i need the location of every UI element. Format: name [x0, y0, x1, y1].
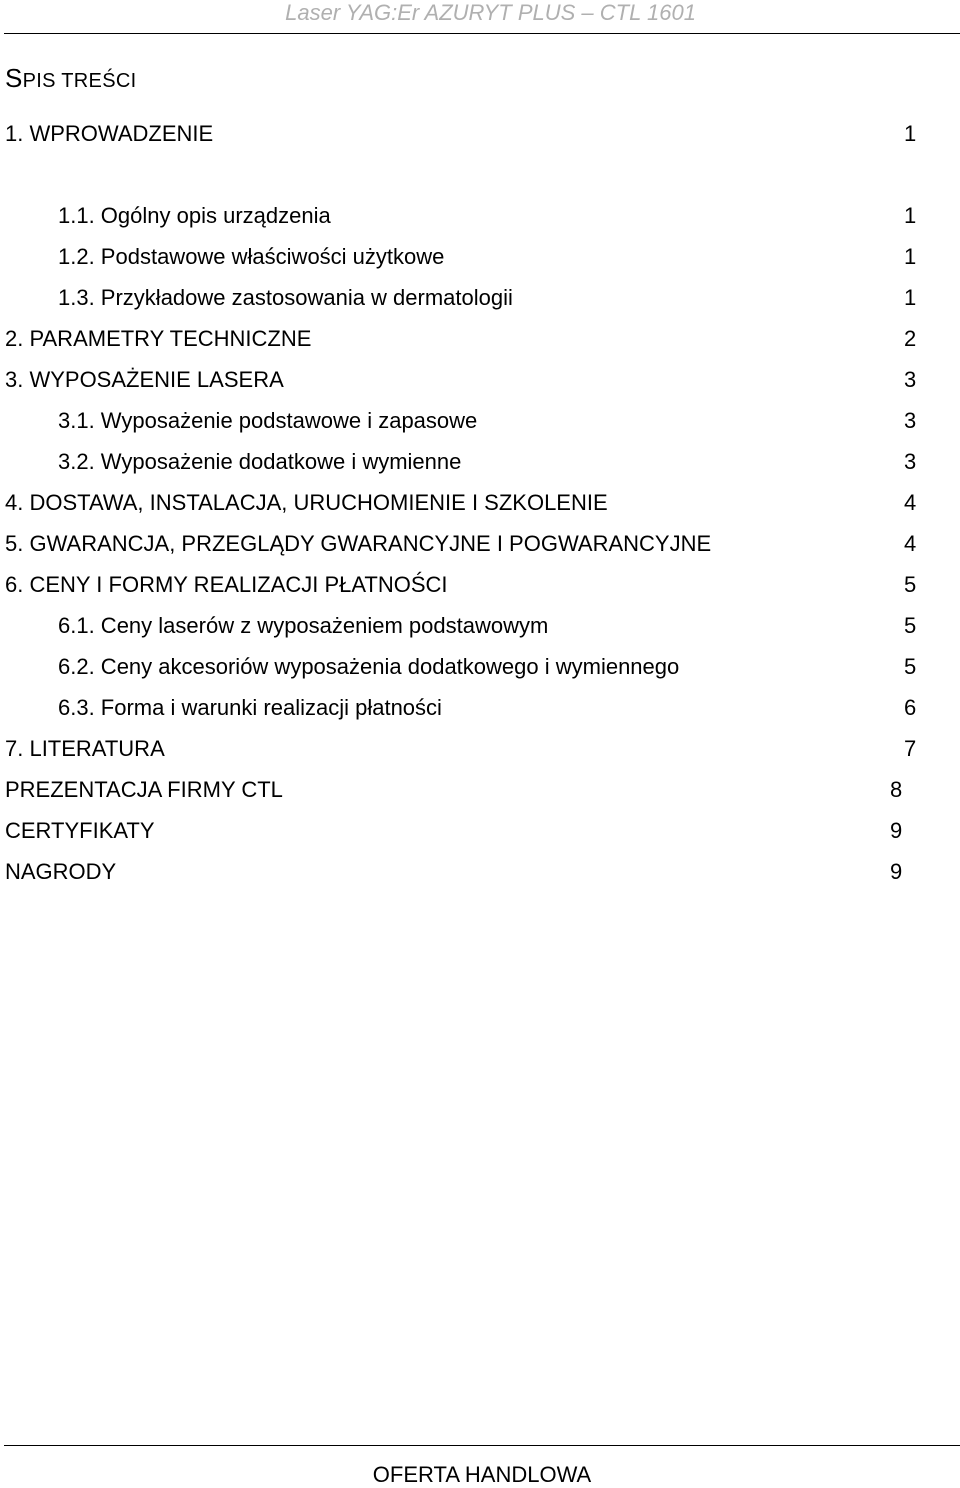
toc-entry[interactable] — [5, 121, 917, 147]
toc-entry-page: 1 — [904, 203, 917, 228]
toc-entry-page: 9 — [890, 818, 903, 843]
toc-entry[interactable] — [5, 777, 903, 803]
toc-entry-label: 1. WPROWADZENIE — [5, 121, 214, 146]
toc-entry-page: 5 — [904, 613, 917, 638]
page-footer: OFERTA HANDLOWA — [372, 1462, 592, 1487]
toc-entry[interactable] — [58, 449, 917, 475]
footer-divider — [4, 1445, 960, 1446]
toc-entry-label: 1.1. Ogólny opis urządzenia — [58, 203, 331, 228]
toc-entry[interactable] — [5, 367, 917, 393]
toc-entry-label: 3. WYPOSAŻENIE LASERA — [5, 367, 284, 392]
toc-title — [5, 63, 136, 94]
toc-entry-label: 6.3. Forma i warunki realizacji płatności — [58, 695, 442, 720]
toc-entry-label: 6.2. Ceny akcesoriów wyposażenia dodatkowego i wymiennego — [58, 654, 680, 679]
toc-entry-page: 1 — [904, 244, 917, 269]
toc-title-initial: S — [5, 63, 23, 93]
toc-entry[interactable] — [5, 326, 917, 352]
toc-entry-label: 5. GWARANCJA, PRZEGLĄDY GWARANCYJNE I POGWARANCYJNE — [5, 531, 712, 556]
toc-entry-page: 3 — [904, 408, 917, 433]
toc-entry-page: 5 — [904, 572, 917, 597]
toc-entry-label: 1.2. Podstawowe właściwości użytkowe — [58, 244, 445, 269]
toc-entry[interactable] — [58, 613, 917, 639]
toc-entry[interactable] — [5, 818, 903, 844]
toc-entry-label: 2. PARAMETRY TECHNICZNE — [5, 326, 312, 351]
toc-entry-label: 4. DOSTAWA, INSTALACJA, URUCHOMIENIE I SZKOLENIE — [5, 490, 608, 515]
header-divider — [4, 33, 960, 34]
toc-entry[interactable] — [58, 244, 917, 270]
toc-entry-page: 2 — [904, 326, 917, 351]
toc-entry[interactable] — [5, 736, 917, 762]
toc-entry-page: 3 — [904, 449, 917, 474]
toc-title-rest: PIS TREŚCI — [22, 70, 137, 92]
toc-entry[interactable] — [5, 572, 917, 598]
toc-entry-page: 1 — [904, 285, 917, 310]
toc-entry-page: 4 — [904, 490, 917, 515]
toc-entry-page: 6 — [904, 695, 917, 720]
toc-entry[interactable] — [5, 490, 917, 516]
toc-entry[interactable] — [58, 695, 917, 721]
toc-entry[interactable] — [58, 654, 917, 680]
toc-entry[interactable] — [58, 408, 917, 434]
toc-entry-label: 1.3. Przykładowe zastosowania w dermatologii — [58, 285, 513, 310]
toc-entry-label: 3.2. Wyposażenie dodatkowe i wymienne — [58, 449, 462, 474]
toc-entry-label: 3.1. Wyposażenie podstawowe i zapasowe — [58, 408, 478, 433]
toc-entry[interactable] — [58, 203, 917, 229]
toc-entry-page: 1 — [904, 121, 917, 146]
toc-entry-page: 4 — [904, 531, 917, 556]
toc-entry-label: 6. CENY I FORMY REALIZACJI PŁATNOŚCI — [5, 572, 448, 597]
toc-entry-page: 3 — [904, 367, 917, 392]
toc-entry-label: 7. LITERATURA — [5, 736, 165, 761]
header-title: Laser YAG:Er AZURYT PLUS – CTL 1601 — [285, 0, 696, 25]
toc-entry-label: CERTYFIKATY — [5, 818, 155, 843]
toc-entry-page: 9 — [890, 859, 903, 884]
page-header — [0, 0, 960, 30]
toc-entry-page: 7 — [904, 736, 917, 761]
toc-entry[interactable] — [5, 859, 903, 885]
toc-entry[interactable] — [5, 531, 917, 557]
toc-entry-label: 6.1. Ceny laserów z wyposażeniem podstawowym — [58, 613, 549, 638]
toc-entry[interactable] — [58, 285, 917, 311]
toc-entry-label: PREZENTACJA FIRMY CTL — [5, 777, 283, 802]
toc-entry-page: 8 — [890, 777, 903, 802]
toc-entry-label: NAGRODY — [5, 859, 117, 884]
toc-entry-page: 5 — [904, 654, 917, 679]
